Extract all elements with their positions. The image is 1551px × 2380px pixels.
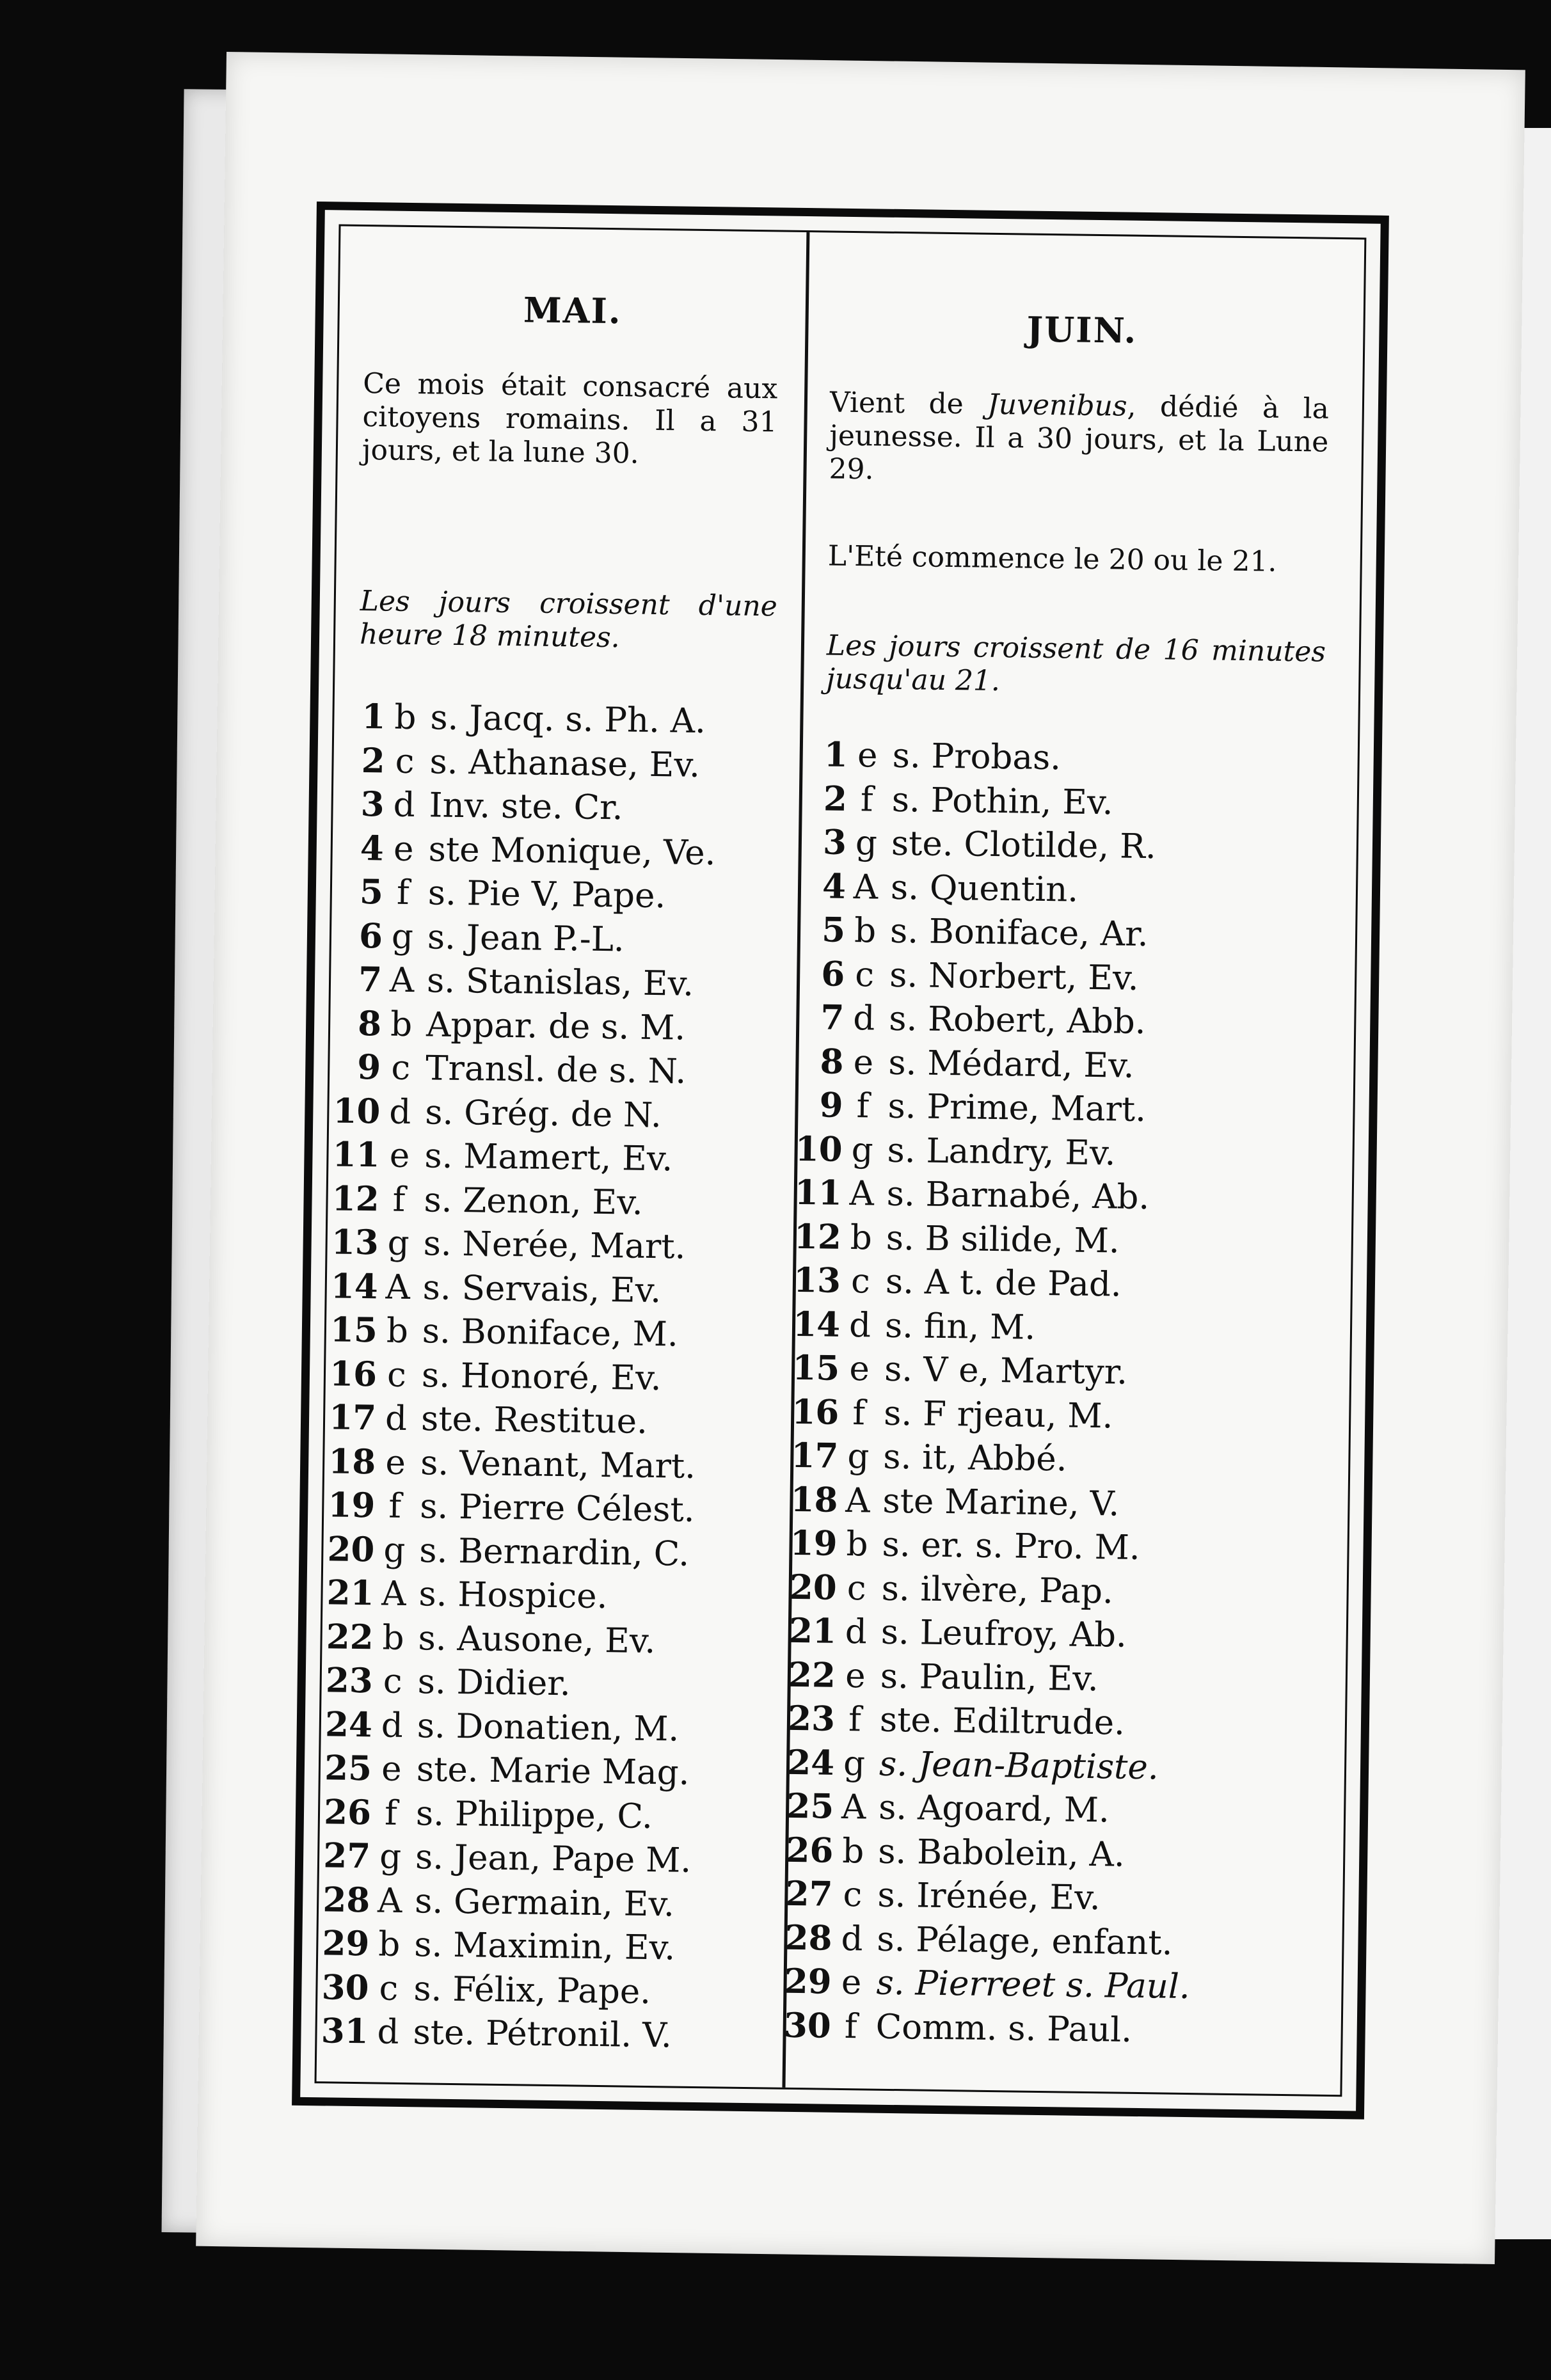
saint-name: s. Bernardin, C. — [419, 1530, 690, 1574]
saint-name: s. Irénée, Ev. — [877, 1875, 1101, 1918]
day-number: 4 — [360, 828, 385, 868]
saint-name: s. Hospice. — [418, 1575, 608, 1617]
day-number: 2 — [823, 778, 848, 819]
juin-day-row — [795, 778, 1205, 827]
day-number: 21 — [326, 1573, 374, 1614]
day-number: 13 — [331, 1222, 379, 1263]
day-number: 3 — [360, 784, 385, 825]
mai-day-row — [319, 1836, 703, 1884]
saint-name: s. Ausone, Ev. — [418, 1618, 656, 1661]
dominical-letter: c — [395, 742, 415, 781]
juin-day-row — [790, 1216, 1200, 1265]
mai-day-row — [320, 1792, 704, 1841]
day-number: 2 — [361, 740, 385, 781]
day-number: 26 — [786, 1830, 834, 1871]
day-number: 13 — [793, 1260, 841, 1301]
dominical-letter: g — [855, 823, 878, 863]
saint-name: s. fin, M. — [884, 1306, 1036, 1347]
day-number: 11 — [332, 1134, 380, 1175]
juin-day-row — [794, 910, 1204, 959]
dominical-letter: e — [849, 1349, 870, 1389]
saint-name: Inv. ste. Cr. — [429, 786, 623, 828]
juin-day-row — [790, 1260, 1200, 1310]
dominical-letter: f — [392, 1180, 406, 1219]
dominical-letter: c — [850, 1262, 871, 1301]
saint-name: s. Agoard, M. — [878, 1788, 1110, 1830]
day-number: 22 — [788, 1654, 836, 1695]
dominical-letter: b — [390, 1004, 413, 1044]
day-number: 29 — [784, 1961, 832, 2002]
juin-day-row — [796, 734, 1206, 784]
dominical-letter: d — [393, 785, 416, 825]
day-number: 9 — [356, 1047, 381, 1088]
mai-day-row — [318, 1923, 702, 1972]
dominical-letter: d — [377, 2012, 399, 2052]
dominical-letter: g — [851, 1130, 874, 1170]
dominical-letter: b — [841, 1831, 864, 1871]
mai-day-row — [331, 916, 715, 964]
day-number: 14 — [330, 1265, 379, 1306]
mai-day-row — [329, 1091, 713, 1139]
day-number: 28 — [322, 1879, 370, 1920]
saint-name: s. Landry, Ev. — [887, 1130, 1116, 1173]
saint-name: ste. Ediltrude. — [879, 1700, 1125, 1743]
juin-day-row — [790, 1173, 1200, 1222]
saint-name: Transl. de s. N. — [425, 1049, 687, 1091]
saint-name: s. Probas. — [892, 736, 1062, 778]
mai-day-list — [317, 696, 717, 2059]
dominical-letter: d — [848, 1305, 871, 1345]
saint-name: ste. Pétronil. V. — [413, 2013, 672, 2056]
day-number: 17 — [791, 1435, 839, 1476]
dominical-letter: f — [396, 873, 410, 912]
saint-name: s. Paulin, Ev. — [880, 1656, 1099, 1699]
juin-day-row — [795, 866, 1205, 915]
day-number: 19 — [790, 1523, 838, 1564]
dominical-letter: c — [386, 1355, 407, 1395]
dominical-letter: f — [860, 779, 874, 819]
dominical-letter: e — [845, 1656, 866, 1695]
juin-day-row — [795, 822, 1205, 871]
saint-name: Comm. s. Paul. — [875, 2007, 1133, 2050]
day-number: 1 — [823, 734, 848, 775]
dominical-letter: A — [849, 1174, 875, 1214]
mai-day-row — [331, 959, 715, 1008]
saint-name: s. Félix, Pape. — [413, 1969, 651, 2011]
saint-name: s. Didier. — [417, 1662, 571, 1704]
day-number: 24 — [324, 1704, 373, 1745]
day-number: 25 — [324, 1748, 372, 1789]
day-number: 8 — [357, 1003, 382, 1043]
juin-day-row — [784, 1699, 1194, 1748]
dominical-letter: g — [387, 1223, 410, 1264]
saint-name: s. it, Abbé. — [882, 1437, 1067, 1479]
day-number: 30 — [783, 2005, 832, 2046]
mai-day-row — [332, 828, 716, 877]
mai-day-row — [328, 1134, 712, 1183]
saint-name: ste. Restitue. — [420, 1399, 648, 1441]
day-number: 11 — [794, 1172, 843, 1213]
day-number: 6 — [358, 916, 383, 956]
day-number: 22 — [326, 1616, 374, 1657]
dominical-letter: e — [393, 829, 414, 869]
juin-day-row — [789, 1304, 1199, 1353]
dominical-letter: c — [855, 955, 875, 995]
dominical-letter: g — [391, 917, 414, 956]
mai-day-row — [333, 740, 717, 789]
saint-name: s. Stanislas, Ev. — [426, 961, 694, 1004]
juin-day-row — [791, 1085, 1202, 1134]
mai-day-row — [324, 1441, 708, 1490]
saint-name: s. Jean P.-L. — [427, 917, 625, 959]
dominical-letter: g — [383, 1530, 406, 1570]
saint-name: s. Servais, Ev. — [422, 1267, 662, 1310]
day-number: 10 — [333, 1090, 381, 1131]
day-number: 4 — [822, 866, 847, 907]
juin-day-row — [793, 997, 1203, 1047]
saint-name: s. Boniface, Ar. — [889, 911, 1149, 955]
mai-day-row — [322, 1573, 706, 1621]
day-number: 16 — [329, 1353, 378, 1394]
mai-day-row — [327, 1222, 711, 1271]
mai-day-row — [323, 1529, 707, 1578]
saint-name: s. er. s. Pro. M. — [882, 1525, 1141, 1568]
mai-day-row — [320, 1748, 704, 1797]
mai-day-row — [328, 1178, 712, 1227]
mai-day-row — [326, 1354, 710, 1402]
saint-name: Appar. de s. M. — [426, 1004, 686, 1048]
dominical-letter: f — [852, 1393, 866, 1432]
day-number: 18 — [328, 1441, 376, 1482]
day-number: 21 — [788, 1610, 837, 1651]
dominical-letter: A — [381, 1574, 407, 1614]
dominical-letter: f — [384, 1793, 398, 1833]
dominical-letter: d — [385, 1399, 408, 1439]
saint-name: s. Venant, Mart. — [420, 1443, 696, 1486]
dominical-letter: d — [381, 1706, 404, 1745]
mai-day-row — [321, 1660, 705, 1709]
day-number: 7 — [358, 959, 383, 1000]
juin-day-row — [781, 1874, 1191, 1923]
month-title-juin: JUIN. — [1026, 308, 1138, 351]
dominical-letter: e — [389, 1136, 410, 1176]
day-number: 5 — [359, 871, 384, 912]
juin-day-row — [786, 1479, 1197, 1528]
dominical-letter: d — [841, 1919, 863, 1958]
day-number: 3 — [822, 822, 847, 862]
day-number: 24 — [786, 1742, 835, 1783]
saint-name: s. Boniface, M. — [422, 1312, 679, 1354]
day-number: 6 — [820, 953, 845, 994]
dominical-letter: b — [846, 1525, 868, 1564]
juin-day-row — [782, 1830, 1192, 1879]
dominical-letter: f — [388, 1486, 402, 1526]
dominical-letter: b — [378, 1924, 401, 1964]
juin-intro — [829, 386, 1329, 493]
saint-name: s. Pierre Célest. — [419, 1487, 696, 1530]
dominical-letter: c — [843, 1875, 863, 1915]
saint-name: s. B silide, M. — [886, 1218, 1120, 1261]
juin-day-row — [788, 1348, 1198, 1397]
saint-name: s. Nerée, Mart. — [423, 1224, 686, 1267]
mai-day-row — [333, 784, 717, 832]
saint-name: s. Maximin, Ev. — [413, 1925, 676, 1968]
saint-name: s. Norbert, Ev. — [889, 955, 1139, 998]
saint-name: s. Pothin, Ev. — [891, 780, 1113, 822]
mai-day-row — [326, 1310, 710, 1358]
juin-day-row — [784, 1654, 1194, 1704]
saint-name: s. Jean-Baptiste. — [879, 1744, 1159, 1787]
day-number: 8 — [820, 1041, 844, 1082]
day-number: 29 — [322, 1923, 370, 1964]
dominical-letter: A — [853, 867, 879, 907]
mai-day-row — [325, 1397, 709, 1446]
juin-intro-italic: Juvenibus — [987, 388, 1127, 423]
dominical-letter: A — [845, 1480, 871, 1520]
dominical-letter: e — [853, 1042, 874, 1083]
dominical-letter: e — [385, 1443, 406, 1482]
dominical-letter: b — [850, 1218, 873, 1257]
saint-name: s. Grég. de N. — [424, 1092, 662, 1135]
mai-day-row — [319, 1880, 703, 1928]
saint-name: s. Pélage, enfant. — [877, 1919, 1173, 1963]
day-number: 20 — [789, 1567, 838, 1608]
day-number: 31 — [321, 2011, 369, 2052]
saint-name: s. Mamert, Ev. — [424, 1136, 673, 1179]
day-number: 15 — [330, 1310, 378, 1351]
juin-day-row — [783, 1742, 1193, 1791]
saint-name: s. ilvère, Pap. — [881, 1569, 1114, 1611]
saint-name: s. Zenon, Ev. — [424, 1180, 644, 1223]
dominical-letter: g — [379, 1837, 402, 1876]
juin-day-row — [792, 1041, 1202, 1090]
day-number: 12 — [793, 1216, 842, 1257]
saint-name: ste. Marie Mag. — [416, 1750, 690, 1793]
day-number: 12 — [331, 1178, 380, 1219]
juin-day-row — [779, 2005, 1189, 2054]
juin-day-row — [781, 1917, 1191, 1967]
dominical-letter: d — [852, 999, 875, 1038]
may-column — [317, 226, 807, 2087]
saint-name: s. F rjeau, M. — [883, 1393, 1113, 1436]
dominical-letter: c — [847, 1568, 866, 1608]
juin-day-row — [780, 1962, 1190, 2011]
day-number: 18 — [790, 1479, 838, 1520]
dominical-letter: c — [379, 1969, 399, 2008]
mai-note: Les jours croissent d'une heure 18 minutes. — [359, 584, 778, 654]
day-number: 10 — [795, 1129, 843, 1170]
mai-day-row — [322, 1617, 706, 1665]
mai-day-row — [324, 1485, 708, 1534]
dominical-letter: e — [381, 1749, 402, 1789]
dominical-letter: b — [854, 911, 877, 951]
juin-day-row — [788, 1392, 1198, 1441]
dominical-letter: d — [389, 1092, 411, 1132]
day-number: 27 — [322, 1836, 371, 1876]
saint-name: s. Quentin. — [890, 868, 1079, 910]
juin-day-row — [791, 1129, 1201, 1178]
dominical-letter: g — [843, 1743, 866, 1783]
mai-day-row — [330, 1047, 713, 1095]
saint-name: s. V e, Martyr. — [884, 1349, 1128, 1392]
juin-intro-a: Vient de — [829, 386, 988, 421]
mai-day-row — [317, 1967, 701, 2016]
saint-name: s. Athanase, Ev. — [429, 742, 701, 785]
month-title-mai: MAI. — [523, 289, 623, 332]
saint-name: s. Jean, Pape M. — [415, 1837, 692, 1880]
juin-day-row — [793, 953, 1204, 1003]
saint-name: s. Leufroy, Ab. — [880, 1612, 1127, 1655]
day-number: 7 — [820, 997, 845, 1038]
dominical-letter: f — [848, 1700, 862, 1740]
day-number: 15 — [792, 1347, 840, 1388]
mai-day-row — [321, 1704, 704, 1753]
dominical-letter: b — [382, 1618, 404, 1658]
dominical-letter: b — [394, 697, 417, 738]
day-number: 14 — [792, 1304, 841, 1345]
saint-name: s. Germain, Ev. — [414, 1881, 675, 1924]
day-number: 20 — [327, 1528, 375, 1569]
saint-name: s. Babolein, A. — [877, 1832, 1125, 1875]
day-number: 1 — [362, 696, 386, 737]
saint-name: s. Pie V, Pape. — [427, 873, 666, 916]
juin-day-row — [784, 1611, 1195, 1660]
saint-name: s. Barnabé, Ab. — [886, 1174, 1150, 1218]
saint-name: s. Médard, Ev. — [888, 1043, 1135, 1086]
saint-name: ste. Clotilde, R. — [891, 823, 1157, 867]
mai-day-row — [331, 871, 715, 920]
day-number: 27 — [785, 1873, 833, 1914]
juin-day-row — [787, 1436, 1197, 1485]
dominical-letter: b — [386, 1311, 409, 1351]
juin-day-row — [783, 1786, 1193, 1836]
saint-name: s. Robert, Abb. — [888, 999, 1147, 1042]
dominical-letter: A — [385, 1267, 411, 1307]
saint-name: ste Marine, V. — [882, 1481, 1120, 1524]
juin-ete: L'Eté commence le 20 ou le 21. — [827, 539, 1277, 578]
saint-name: s. Prime, Mart. — [887, 1086, 1147, 1130]
june-column — [785, 232, 1356, 2095]
saint-name: s. A t. de Pad. — [885, 1262, 1122, 1305]
mai-day-row — [330, 1003, 714, 1052]
saint-name: s. Philippe, C. — [415, 1793, 653, 1836]
day-number: 23 — [787, 1698, 836, 1739]
calendar-frame — [292, 202, 1389, 2120]
day-number: 9 — [819, 1085, 843, 1125]
mai-day-row — [326, 1266, 710, 1315]
dominical-letter: f — [844, 2006, 857, 2046]
dominical-letter: e — [857, 736, 878, 775]
dominical-letter: g — [847, 1437, 870, 1477]
day-number: 17 — [328, 1397, 377, 1438]
day-number: 26 — [323, 1791, 372, 1832]
day-number: 25 — [786, 1786, 834, 1827]
day-number: 23 — [325, 1660, 374, 1701]
day-number: 28 — [784, 1917, 832, 1958]
juin-day-row — [786, 1523, 1196, 1573]
juin-day-list — [779, 734, 1206, 2054]
saint-name: s. Honoré, Ev. — [421, 1355, 662, 1398]
day-number: 5 — [821, 910, 846, 950]
dominical-letter: f — [856, 1086, 870, 1126]
mai-day-row — [317, 2011, 701, 2059]
day-number: 19 — [328, 1485, 376, 1526]
dominical-letter: A — [377, 1880, 402, 1921]
dominical-letter: c — [383, 1662, 402, 1701]
saint-name: s. Jacq. s. Ph. A. — [430, 698, 706, 742]
day-number: 16 — [791, 1392, 839, 1432]
dominical-letter: c — [391, 1048, 411, 1088]
juin-note: Les jours croissent de 16 minutes jusqu'au 21. — [825, 629, 1326, 697]
saint-name: s. Pierreet s. Paul. — [876, 1963, 1191, 2007]
dominical-letter: A — [389, 960, 415, 1001]
dominical-letter: d — [845, 1612, 868, 1652]
dominical-letter: A — [841, 1787, 866, 1827]
juin-day-row — [785, 1567, 1195, 1616]
saint-name: s. Donatien, M. — [417, 1706, 680, 1749]
saint-name: ste Monique, Ve. — [428, 829, 716, 873]
juin-intro-b: , dédié à la jeunesse. Il a 30 jours, et la Lune 29. — [829, 390, 1330, 486]
day-number: 30 — [321, 1967, 369, 2008]
calendar-inner-border — [315, 224, 1367, 2097]
dominical-letter: e — [841, 1962, 862, 2003]
mai-intro: Ce mois était consacré aux citoyens romains. Il a 31 jours, et la lune 30. — [362, 367, 778, 470]
mai-day-row — [334, 696, 718, 745]
